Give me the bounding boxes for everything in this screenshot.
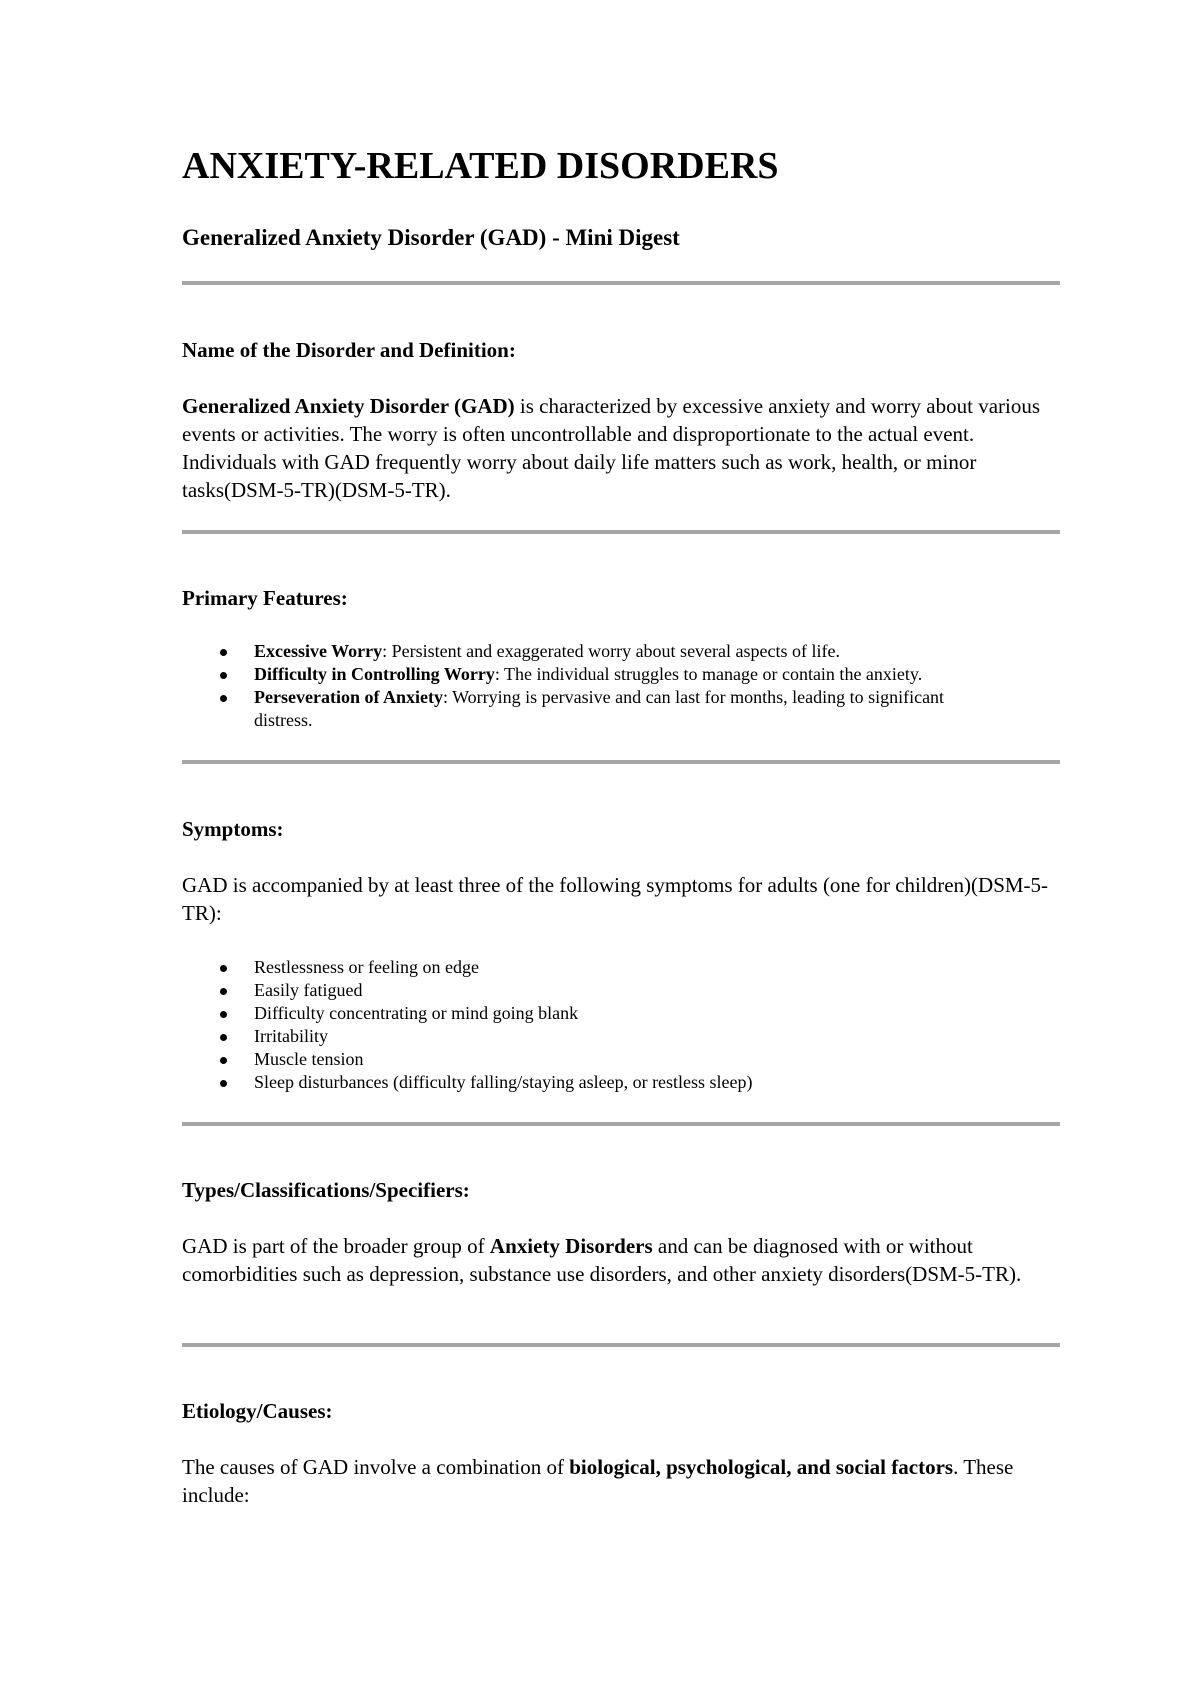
bullet-icon [220, 988, 227, 995]
types-text-before: GAD is part of the broader group of [182, 1234, 490, 1258]
symptom-text: Muscle tension [254, 1049, 364, 1069]
document-subtitle: Generalized Anxiety Disorder (GAD) - Mini Digest [182, 225, 680, 250]
symptom-text: Difficulty concentrating or mind going blank [254, 1003, 579, 1023]
feature-term: Excessive Worry [254, 641, 383, 661]
list-item [182, 956, 1062, 979]
feature-term: Perseveration of Anxiety [254, 687, 443, 707]
definition-text: is characterized by excessive anxiety and worry about various events or activities. The worry is often uncontrollable and disproportionate to the actual event. Individuals with GAD frequently worry about daily life matters such as work, health, or minor tasks(DSM-5-TR)(DSM-5-TR). [182, 394, 1041, 502]
etiology-bold: biological, psychological, and social factors [569, 1455, 954, 1479]
symptoms-heading: Symptoms: [182, 817, 284, 841]
section-divider [182, 1122, 1060, 1126]
symptom-text: Easily fatigued [254, 980, 363, 1000]
symptom-text: Irritability [254, 1026, 328, 1046]
bullet-icon [220, 1034, 227, 1041]
types-bold: Anxiety Disorders [489, 1234, 653, 1258]
list-item [182, 1002, 1062, 1025]
feature-text: : Persistent and exaggerated worry about several aspects of life. [382, 641, 840, 661]
feature-text: : The individual struggles to manage or contain the anxiety. [494, 664, 923, 684]
bullet-icon [220, 1080, 227, 1087]
bullet-icon [220, 672, 227, 679]
bullet-icon [220, 649, 227, 656]
list-item [182, 1048, 1062, 1071]
types-heading: Types/Classifications/Specifiers: [182, 1178, 470, 1202]
etiology-text-after: . These include: [182, 1455, 1014, 1507]
types-paragraph [182, 1232, 1062, 1288]
list-item [182, 979, 1062, 1002]
section-divider [182, 1343, 1060, 1347]
definition-paragraph [182, 392, 1062, 504]
etiology-paragraph [182, 1453, 1062, 1509]
definition-heading: Name of the Disorder and Definition: [182, 338, 516, 362]
feature-term: Difficulty in Controlling Worry [254, 664, 495, 684]
symptoms-list [182, 956, 1062, 1094]
list-item [182, 1025, 1062, 1048]
features-heading: Primary Features: [182, 586, 348, 610]
list-item [182, 663, 1062, 686]
feature-text: : Worrying is pervasive and can last for months, leading to significant distress. [254, 687, 945, 730]
types-text-after: and can be diagnosed with or without comorbidities such as depression, substance use disorders, and other anxiety disorders(DSM-5-TR). [182, 1234, 1022, 1286]
list-item [182, 640, 1062, 663]
bullet-icon [220, 1057, 227, 1064]
symptom-text: Restlessness or feeling on edge [254, 957, 479, 977]
bullet-icon [220, 1011, 227, 1018]
section-divider [182, 530, 1060, 534]
etiology-heading: Etiology/Causes: [182, 1399, 333, 1423]
bullet-icon [220, 695, 227, 702]
document-title: ANXIETY-RELATED DISORDERS [182, 145, 779, 187]
section-divider [182, 760, 1060, 764]
list-item [182, 1071, 1062, 1094]
symptoms-intro: GAD is accompanied by at least three of the following symptoms for adults (one for children)(DSM-5-TR): [182, 873, 1049, 925]
etiology-text-before: The causes of GAD involve a combination of [182, 1455, 570, 1479]
features-list [182, 640, 1062, 732]
definition-bold-lead: Generalized Anxiety Disorder (GAD) [182, 394, 515, 418]
section-divider [182, 281, 1060, 285]
bullet-icon [220, 965, 227, 972]
symptom-text: Sleep disturbances (difficulty falling/staying asleep, or restless sleep) [254, 1072, 753, 1092]
list-item [182, 686, 1062, 732]
